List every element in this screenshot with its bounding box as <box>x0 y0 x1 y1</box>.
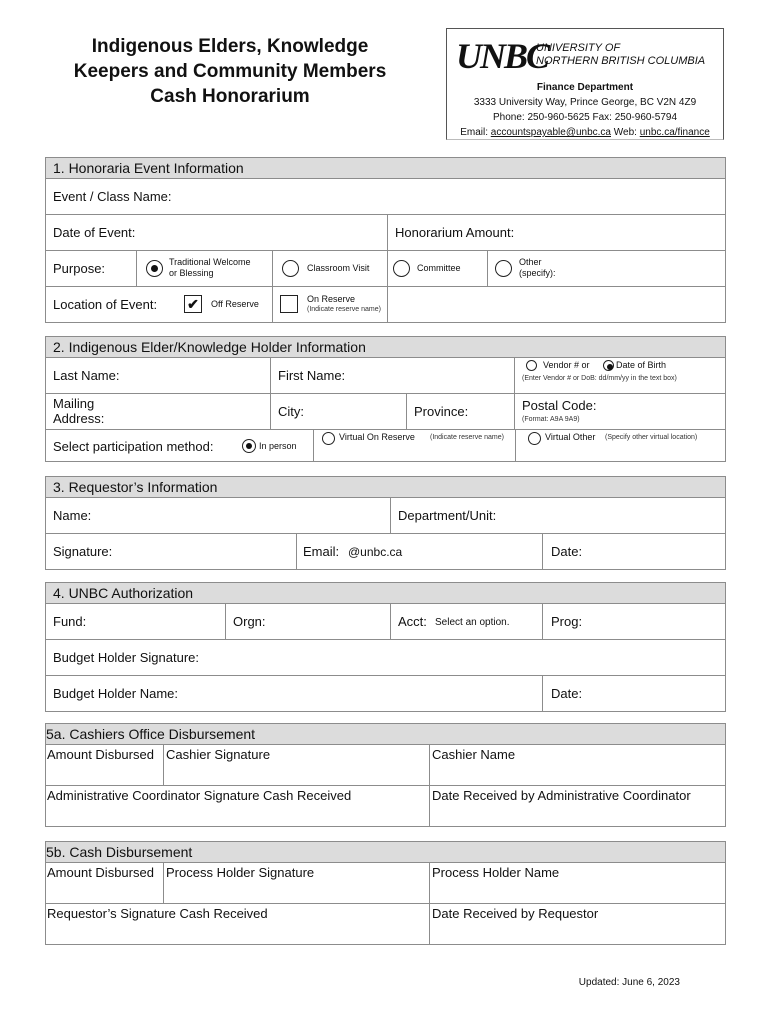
title-line-2: Keepers and Community Members <box>73 61 387 82</box>
requestor-receipt-signature-label: Requestor’s Signature Cash Received <box>47 906 268 921</box>
admin-date-label: Date Received by Administrative Coordinator <box>432 788 691 803</box>
location-label: Location of Event: <box>53 297 158 312</box>
section-cash-disbursement <box>45 841 726 945</box>
virtual-other-note: (Specify other virtual location) <box>605 434 698 441</box>
event-name-label: Event / Class Name: <box>53 189 172 204</box>
cashier-row <box>46 745 725 786</box>
acct-select[interactable]: Select an option. <box>435 617 510 628</box>
requestor-signature-row <box>46 534 725 569</box>
participation-label: Select participation method: <box>53 439 214 454</box>
process-signature-label: Process Holder Signature <box>166 865 315 880</box>
fund-label: Fund: <box>53 614 87 629</box>
section-event-info <box>45 157 726 323</box>
section-3-title: 3. Requestor’s Information <box>46 477 725 498</box>
requestor-date-label: Date: <box>551 544 583 559</box>
budget-name-label: Budget Holder Name: <box>53 686 179 701</box>
updated-date: Updated: June 6, 2023 <box>578 977 680 988</box>
orgn-label: Orgn: <box>233 614 266 629</box>
purpose-traditional-label: Traditional Welcome or Blessing <box>169 257 251 278</box>
honorarium-amount-label: Honorarium Amount: <box>395 225 515 240</box>
email-link[interactable]: accountspayable@unbc.ca <box>490 127 611 138</box>
location-row <box>46 287 725 322</box>
name-row <box>46 358 725 394</box>
section-5b-title: 5b. Cash Disbursement <box>46 842 725 863</box>
requestor-email-domain: @unbc.ca <box>348 545 403 559</box>
finance-contact <box>446 80 724 140</box>
cashier-signature-label: Cashier Signature <box>166 747 271 762</box>
virtual-on-reserve-label: Virtual On Reserve <box>339 432 415 442</box>
requestor-name-label: Name: <box>53 508 92 523</box>
section-1-title: 1. Honoraria Event Information <box>46 158 725 179</box>
university-name-line-1: UNIVERSITY OF <box>536 42 621 54</box>
off-reserve-checkbox[interactable]: ✔ <box>184 295 202 313</box>
section-4-title: 4. UNBC Authorization <box>46 583 725 604</box>
purpose-classroom-label: Classroom Visit <box>307 263 370 273</box>
on-reserve-note: (Indicate reserve name) <box>307 306 381 313</box>
finance-department: Finance Department <box>536 82 634 93</box>
on-reserve-label: On Reserve <box>307 294 356 304</box>
section-requestor-info <box>45 476 726 570</box>
university-name-line-2: NORTHERN BRITISH COLUMBIA <box>536 55 706 67</box>
cashier-name-label: Cashier Name <box>432 747 516 762</box>
off-reserve-label: Off Reserve <box>211 299 259 309</box>
account-row <box>46 604 725 640</box>
requestor-receipt-row <box>46 904 725 944</box>
section-cashier-disbursement <box>45 723 726 827</box>
mailing-label-line-1: Mailing <box>53 396 95 411</box>
section-5a-title: 5a. Cashiers Office Disbursement <box>46 724 725 745</box>
finance-phone-fax: Phone: 250-960-5625 Fax: 250-960-5794 <box>492 112 678 123</box>
title-line-3: Cash Honorarium <box>150 86 310 107</box>
vendor-label: Vendor # or <box>543 360 590 370</box>
admin-signature-label: Administrative Coordinator Signature Cash Received <box>47 788 352 803</box>
mailing-address-label <box>53 396 104 426</box>
section-elder-info <box>45 336 726 462</box>
postal-code-note: (Format: A9A 9A9) <box>522 416 580 423</box>
date-of-event-label: Date of Event: <box>53 225 136 240</box>
web-label: Web: <box>613 127 637 138</box>
process-row <box>46 863 725 904</box>
purpose-label: Purpose: <box>53 261 106 276</box>
web-link[interactable]: unbc.ca/finance <box>639 127 710 138</box>
virtual-on-reserve-note: (Indicate reserve name) <box>430 434 504 441</box>
purpose-other-label: Other (specify): <box>519 257 556 278</box>
section-2-title: 2. Indigenous Elder/Knowledge Holder Information <box>46 337 725 358</box>
amount-disbursed-label: Amount Disbursed <box>47 747 154 762</box>
dob-label: Date of Birth <box>616 360 667 370</box>
budget-signature-row[interactable] <box>46 640 725 676</box>
requestor-receipt-date-label: Date Received by Requestor <box>432 906 599 921</box>
location-divider <box>46 287 273 322</box>
purpose-row <box>46 251 725 287</box>
city-label: City: <box>278 404 304 419</box>
title-line-1: Indigenous Elders, Knowledge <box>91 36 369 57</box>
first-name-label: First Name: <box>278 368 346 383</box>
requestor-name-row <box>46 498 725 534</box>
department-unit-label: Department/Unit: <box>398 508 497 523</box>
budget-name-row <box>46 676 725 711</box>
finance-address: 3333 University Way, Prince George, BC V2N 4Z9 <box>473 97 697 108</box>
unbc-logo: UNBC <box>456 36 549 76</box>
mailing-label-line-2: Address: <box>53 411 105 426</box>
email-label: Email: <box>460 127 488 138</box>
postal-code-label: Postal Code: <box>522 398 597 413</box>
virtual-other-radio[interactable] <box>528 432 541 445</box>
address-row <box>46 394 725 430</box>
dob-radio[interactable] <box>603 360 614 371</box>
on-reserve-checkbox[interactable] <box>280 295 298 313</box>
section-authorization <box>45 582 726 712</box>
requestor-email-label: Email: <box>303 544 340 559</box>
virtual-other-label: Virtual Other <box>545 432 596 442</box>
last-name-label: Last Name: <box>53 368 120 383</box>
university-name <box>536 42 705 68</box>
budget-date-label: Date: <box>551 686 583 701</box>
purpose-divider-3 <box>46 251 488 286</box>
purpose-other-radio[interactable] <box>495 260 512 277</box>
in-person-label: In person <box>259 441 297 451</box>
cash-amount-disbursed-label: Amount Disbursed <box>47 865 154 880</box>
date-amount-row <box>46 215 725 251</box>
vendor-note: (Enter Vendor # or DoB: dd/mm/yy in the text box) <box>522 375 677 382</box>
participation-divider-2 <box>46 430 516 461</box>
budget-signature-label: Budget Holder Signature: <box>53 650 199 665</box>
purpose-committee-label: Committee <box>417 263 461 273</box>
finance-email-web <box>446 125 724 140</box>
requestor-name-field[interactable] <box>46 498 391 533</box>
admin-row <box>46 786 725 826</box>
form-title <box>40 34 420 109</box>
requestor-signature-label: Signature: <box>53 544 113 559</box>
event-name-row[interactable] <box>46 179 725 215</box>
prog-label: Prog: <box>551 614 583 629</box>
process-name-label: Process Holder Name <box>432 865 560 880</box>
participation-row <box>46 430 725 461</box>
acct-label: Acct: <box>398 614 427 629</box>
vendor-radio[interactable] <box>526 360 537 371</box>
province-label: Province: <box>414 404 469 419</box>
